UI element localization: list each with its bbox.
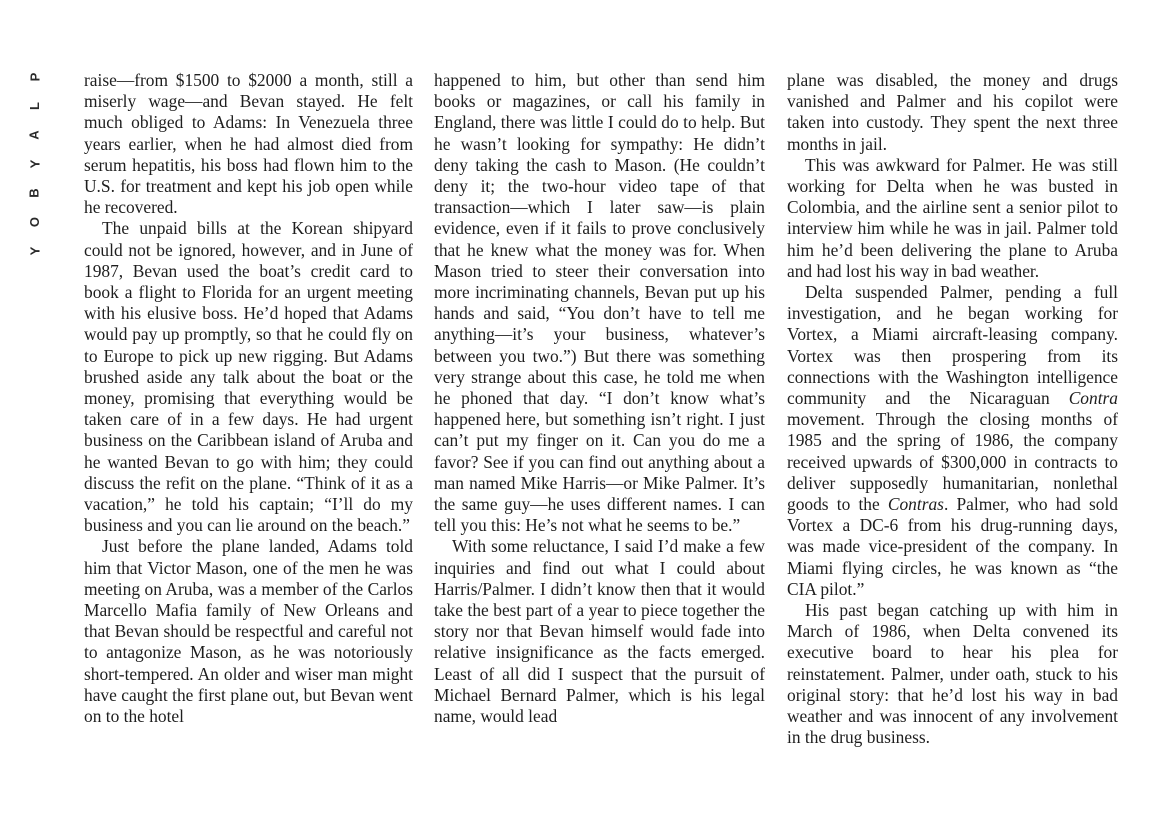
paragraph: happened to him, but other than send him books or magazines, or call his family in England, there was little I could do to help. But he wasn’t looking for sympathy: He didn’t deny taking the cash to Mason. (He couldn’t deny it; the two-hour video tape of that transaction—which I later saw—is plain evidence, even if it fails to prove conclusively that he knew what the money was for. When Mason tried to steer their conversation into more incriminating channels, Bevan put up his hands and said, “You don’t have to tell me anything—it’s your business, whatever’s between you two.”) But there was something very strange about this case, he told me when he phoned that day. “I don’t know what’s happened here, but something isn’t right. I just can’t put my finger on it. Can you do me a favor? See if you can find out anything about a man named Mike Harris—or Mike Palmer. It’s the same guy—he uses different names. I can tell you this: He’s not what he seems to be.” [434, 70, 765, 536]
paragraph: The unpaid bills at the Korean shipyard could not be ignored, however, and in June of 1987, Bevan used the boat’s credit card to book a flight to Florida for an urgent meeting with his elusive boss. He’d hoped that Adams would pay up promptly, so that he could fly on to Europe to pick up new rigging. But Adams brushed aside any talk about the boat or the money, promising that everything would be taken care of in a few days. He had urgent business on the Caribbean island of Aruba and he wanted Bevan to go with him; they could discuss the refit on the plane. “Think of it as a vacation,” he told his captain; “I’ll do my business and you can lie around on the beach.” [84, 218, 413, 536]
article-column-3 [787, 70, 1118, 815]
article-column-1 [84, 70, 413, 815]
paragraph: Delta suspended Palmer, pending a full investigation, and he began working for Vortex, a Miami aircraft-leasing company. Vortex was then prospering from its connections with the Washington intelligence community and the Nicaraguan Contra movement. Through the closing months of 1985 and the spring of 1986, the company received upwards of $300,000 in contracts to deliver supposedly humanitarian, nonlethal goods to the Contras. Palmer, who had sold Vortex a DC-6 from his drug-running days, was made vice-president of the company. In Miami flying circles, he was known as “the CIA pilot.” [787, 282, 1118, 599]
spine-letter: Y [26, 246, 42, 256]
article-column-2 [434, 70, 765, 815]
spine-letter: Y [26, 159, 42, 169]
paragraph: raise—from $1500 to $2000 a month, still a miserly wage—and Bevan stayed. He felt much obliged to Adams: In Venezuela three years earlier, when he had almost died from serum hepatitis, his boss had flown him to the U.S. for treatment and kept his job open while he recovered. [84, 70, 413, 218]
spine-letter: L [26, 102, 42, 110]
spine-letter: P [26, 72, 42, 82]
paragraph: His past began catching up with him in March of 1986, when Delta convened its executive board to hear his plea for reinstatement. Palmer, under oath, stuck to his original story: that he’d lost his way in bad weather and was innocent of any involvement in the drug business. [787, 600, 1118, 748]
paragraph: With some reluctance, I said I’d make a few inquiries and find out what I could about Harris/Palmer. I didn’t know then that it would take the best part of a year to piece together the story nor that Bevan himself would fade into relative insignificance as the facts emerged. Least of all did I suspect that the pursuit of Michael Bernard Palmer, which is his legal name, would lead [434, 536, 765, 727]
spine-letter: O [27, 216, 42, 228]
paragraph: This was awkward for Palmer. He was still working for Delta when he was busted in Colombia, and the airline sent a senior pilot to interview him while he was in jail. Palmer told him he’d been delivering the plane to Aruba and had lost his way in bad weather. [787, 154, 1118, 281]
paragraph: plane was disabled, the money and drugs vanished and Palmer and his copilot were taken into custody. They spent the next three months in jail. [787, 70, 1118, 154]
paragraph: Just before the plane landed, Adams told him that Victor Mason, one of the men he was meeting on Aruba, was a member of the Carlos Marcello Mafia family of New Orleans and that Bevan should be respectful and careful not to antagonize Mason, as he was notoriously short-tempered. An older and wiser man might have caught the first plane out, but Bevan went on to the hotel [84, 536, 413, 727]
magazine-spine-title [24, 66, 46, 262]
spine-letter: B [26, 188, 42, 198]
spine-letter: A [26, 130, 42, 140]
